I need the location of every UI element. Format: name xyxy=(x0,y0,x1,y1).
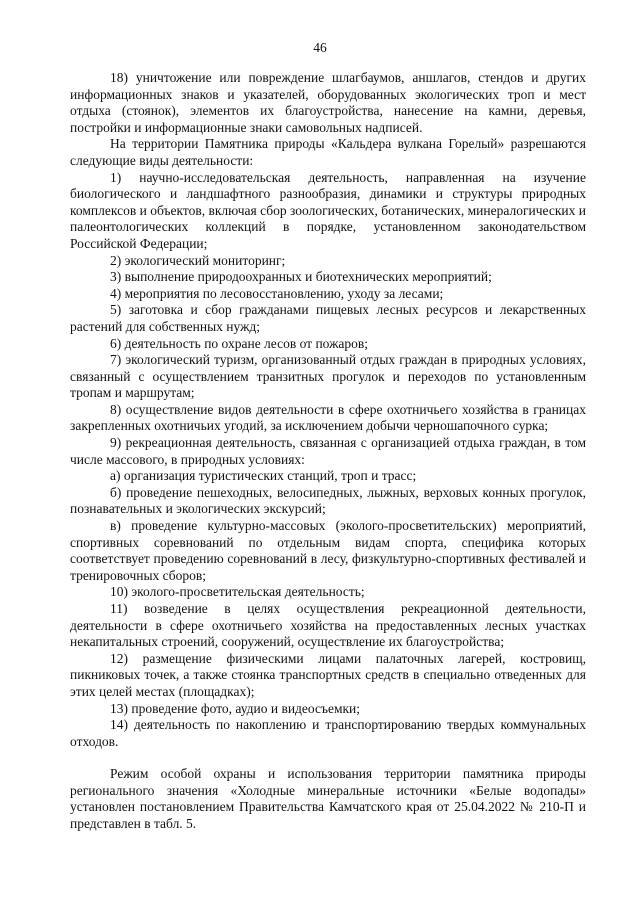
list-item-5: 5) заготовка и сбор гражданами пищевых лесных ресурсов и лекарственных растений для собственных нужд; xyxy=(70,302,586,334)
list-item-4: 4) мероприятия по лесовосстановлению, уходу за лесами; xyxy=(110,285,444,301)
list-item-14: 14) деятельность по накоплению и транспортированию твердых коммунальных отходов. xyxy=(70,717,586,749)
list-item-9a: а) организация туристических станций, троп и трасс; xyxy=(110,468,417,484)
list-item-11: 11) возведение в целях осуществления рекреационной деятельности, деятельности в сфере охотничьего хозяйства на предоставленных лесных участках некапитальных строений, сооружений, осуществление их благоустройства; xyxy=(70,601,586,650)
list-item-6: 6) деятельность по охране лесов от пожаров; xyxy=(110,335,369,351)
list-item-12: 12) размещение физическими лицами палаточных лагерей, костровищ, пикниковых точек, а также стоянка транспортных средств в специально отведенных для этих целей местах (площадках); xyxy=(70,650,586,699)
list-item-9b: б) проведение пешеходных, велосипедных, лыжных, верховых конных прогулок, познавательных и экологических экскурсий; xyxy=(70,484,586,517)
closing-section xyxy=(70,766,586,832)
list-item-2: 2) экологический мониторинг; xyxy=(110,252,286,268)
page-number: 46 xyxy=(313,40,327,55)
paragraph-permitted-intro: На территории Памятника природы «Кальдера вулкана Горелый» разрешаются следующие виды деятельности: xyxy=(70,136,586,168)
list-item-13: 13) проведение фото, аудио и видеосъемки; xyxy=(110,700,361,716)
document-body xyxy=(70,70,586,750)
list-item-1: 1) научно-исследовательская деятельность, направленная на изучение биологического и ландшафтного разнообразия, динамики и структуры природных комплексов и объектов, включая сбор зоологических, ботанических, минералогических и палеонтологических коллекций в порядке, установленном законодательством Российской Федерации; xyxy=(70,169,586,251)
list-item-9: 9) рекреационная деятельность, связанная с организацией отдыха граждан, в том числе массового, в природных условиях: xyxy=(70,435,586,467)
closing-paragraph: Режим особой охраны и использования территории памятника природы регионального значения «Холодные минеральные источники «Белые водопады» установлен постановлением Правительства Камчатского края от 25.04.2022 № 210-П и представлен в табл. 5. xyxy=(70,766,586,831)
paragraph-prohibition-18: 18) уничтожение или повреждение шлагбаумов, аншлагов, стендов и других информационных знаков и указателей, оборудованных экологических троп и мест отдыха (стоянок), элементов их благоустройства, нанесение на камни, деревья, постройки и информационные знаки самовольных надписей. xyxy=(70,70,586,135)
list-item-8: 8) осуществление видов деятельности в сфере охотничьего хозяйства в границах закрепленных охотничьих угодий, за исключением добычи черношапочного сурка; xyxy=(70,401,586,434)
list-item-9c: в) проведение культурно-массовых (эколого-просветительских) мероприятий, спортивных соревнований по отдельным видам спорта, специфика которых соответствует проведению соревнований в лесу, физкультурно-спортивных фестивалей и тренировочных сборов; xyxy=(70,518,586,583)
list-item-7: 7) экологический туризм, организованный отдых граждан в природных условиях, связанный с осуществлением транзитных прогулок и переходов по установленным тропам и маршрутам; xyxy=(70,352,586,401)
list-item-3: 3) выполнение природоохранных и биотехнических мероприятий; xyxy=(110,269,492,285)
list-item-10: 10) эколого-просветительская деятельность; xyxy=(110,584,365,600)
